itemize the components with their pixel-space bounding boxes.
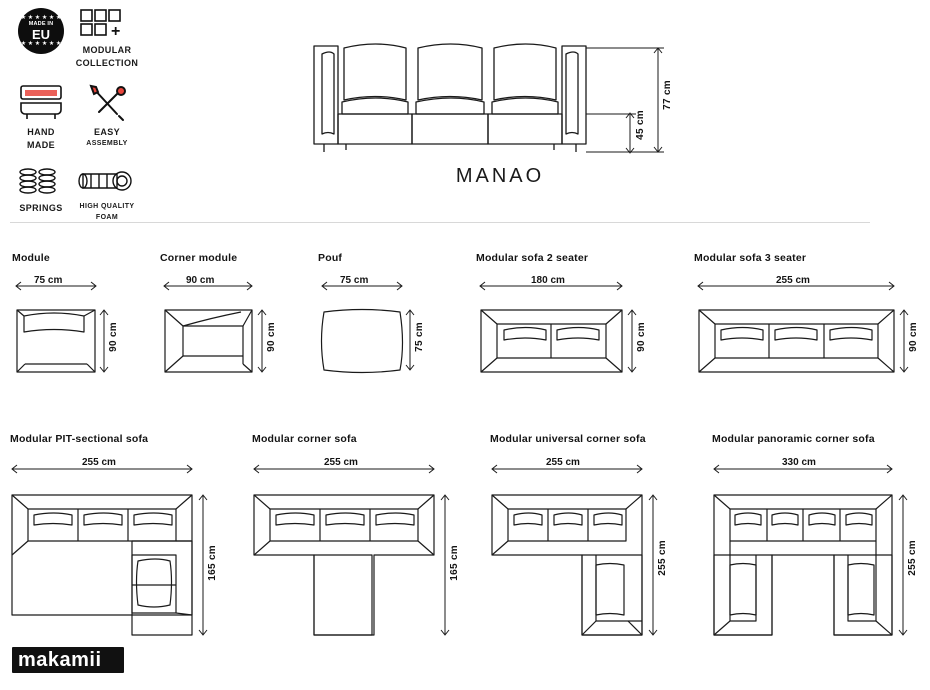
badge-easy-assembly [74,82,140,148]
springs-label: SPRINGS [19,203,63,213]
eu-stars-icon [18,8,64,54]
badge-high-quality-foam [74,164,140,222]
badge-row-1 [8,8,158,68]
brand-name: makamii [18,649,102,671]
item-modular-corner-sofa [252,433,467,650]
item-universal-title: Modular universal corner sofa [490,433,646,445]
badge-row-3 [8,164,158,222]
foam-label-1: HIGH QUALITY [79,203,135,210]
item-3seater-depth: 90 cm [908,322,919,352]
svg-text:255 cm: 255 cm [776,275,810,286]
easy-assembly-label-2: ASSEMBLY [86,140,128,147]
item-3seater-title: Modular sofa 3 seater [694,252,807,264]
item-modular-sofa-3-seater [694,252,919,404]
springs-icon [15,164,67,200]
easy-assembly-label-1: EASY [93,127,121,137]
eu-label: EU [31,27,51,42]
item-pit-title: Modular PIT-sectional sofa [10,433,149,445]
item-panoramic-title: Modular panoramic corner sofa [712,433,875,445]
item-universal-depth: 255 cm [657,540,668,576]
badges-panel [8,8,158,236]
eu-made-in-label: MADE IN [28,21,54,27]
eu-stars-bottom: ★ ★ ★ ★ ★ ★ [20,41,62,47]
badge-row-2 [8,82,158,150]
hero-sofa-illustration [300,18,700,168]
badge-made-in-eu [8,8,74,54]
badge-springs [8,164,74,213]
svg-text:180 cm: 180 cm [531,275,565,286]
eu-stars-top: ★ ★ ★ ★ ★ ★ [20,15,62,21]
item-pouf [318,252,438,404]
brand-logo [12,645,110,676]
item-2seater-depth: 90 cm [636,322,647,352]
badge-hand-made [8,82,74,150]
modular-blocks-icon [79,8,135,42]
hand-made-icon [15,82,67,124]
svg-text:255 cm: 255 cm [546,457,580,468]
page-title: MANAO [455,165,545,187]
item-pouf-depth: 75 cm [414,322,425,352]
svg-text:255 cm: 255 cm [82,457,116,468]
svg-text:330 cm: 330 cm [782,457,816,468]
hand-made-label-1: HAND [27,127,55,137]
svg-text:+: + [111,23,121,40]
item-pouf-title: Pouf [318,252,343,264]
item-module [12,252,132,404]
item-modular-universal-corner-sofa [490,433,690,650]
section-divider [10,222,870,223]
svg-text:75 cm: 75 cm [340,275,369,286]
item-corner-sofa-depth: 165 cm [449,545,460,581]
tools-icon [81,82,133,124]
item-corner-module-title: Corner module [160,252,238,264]
foam-label-2: FOAM [95,214,119,221]
foam-roll-icon [77,164,137,200]
item-module-depth: 90 cm [108,322,119,352]
item-modular-sofa-2-seater [476,252,646,404]
item-modular-panoramic-corner-sofa [712,433,922,650]
hero-height-total-label: 77 cm [662,80,673,110]
item-corner-module [160,252,290,404]
item-modular-pit-sectional-sofa [10,433,225,650]
item-module-title: Module [12,252,50,264]
badge-modular-collection [74,8,140,68]
modular-collection-label-2: COLLECTION [75,58,139,68]
item-corner-module-depth: 90 cm [266,322,277,352]
svg-text:255 cm: 255 cm [324,457,358,468]
hero-height-seat-label: 45 cm [635,110,646,140]
item-pit-depth: 165 cm [207,545,218,581]
item-panoramic-depth: 255 cm [907,540,918,576]
item-2seater-title: Modular sofa 2 seater [476,252,589,264]
item-corner-sofa-title: Modular corner sofa [252,433,357,445]
svg-text:90 cm: 90 cm [186,275,215,286]
item-module-width: 75 cm [34,275,63,286]
modular-collection-label-1: MODULAR [82,45,132,55]
hand-made-label-2: MADE [26,140,56,150]
